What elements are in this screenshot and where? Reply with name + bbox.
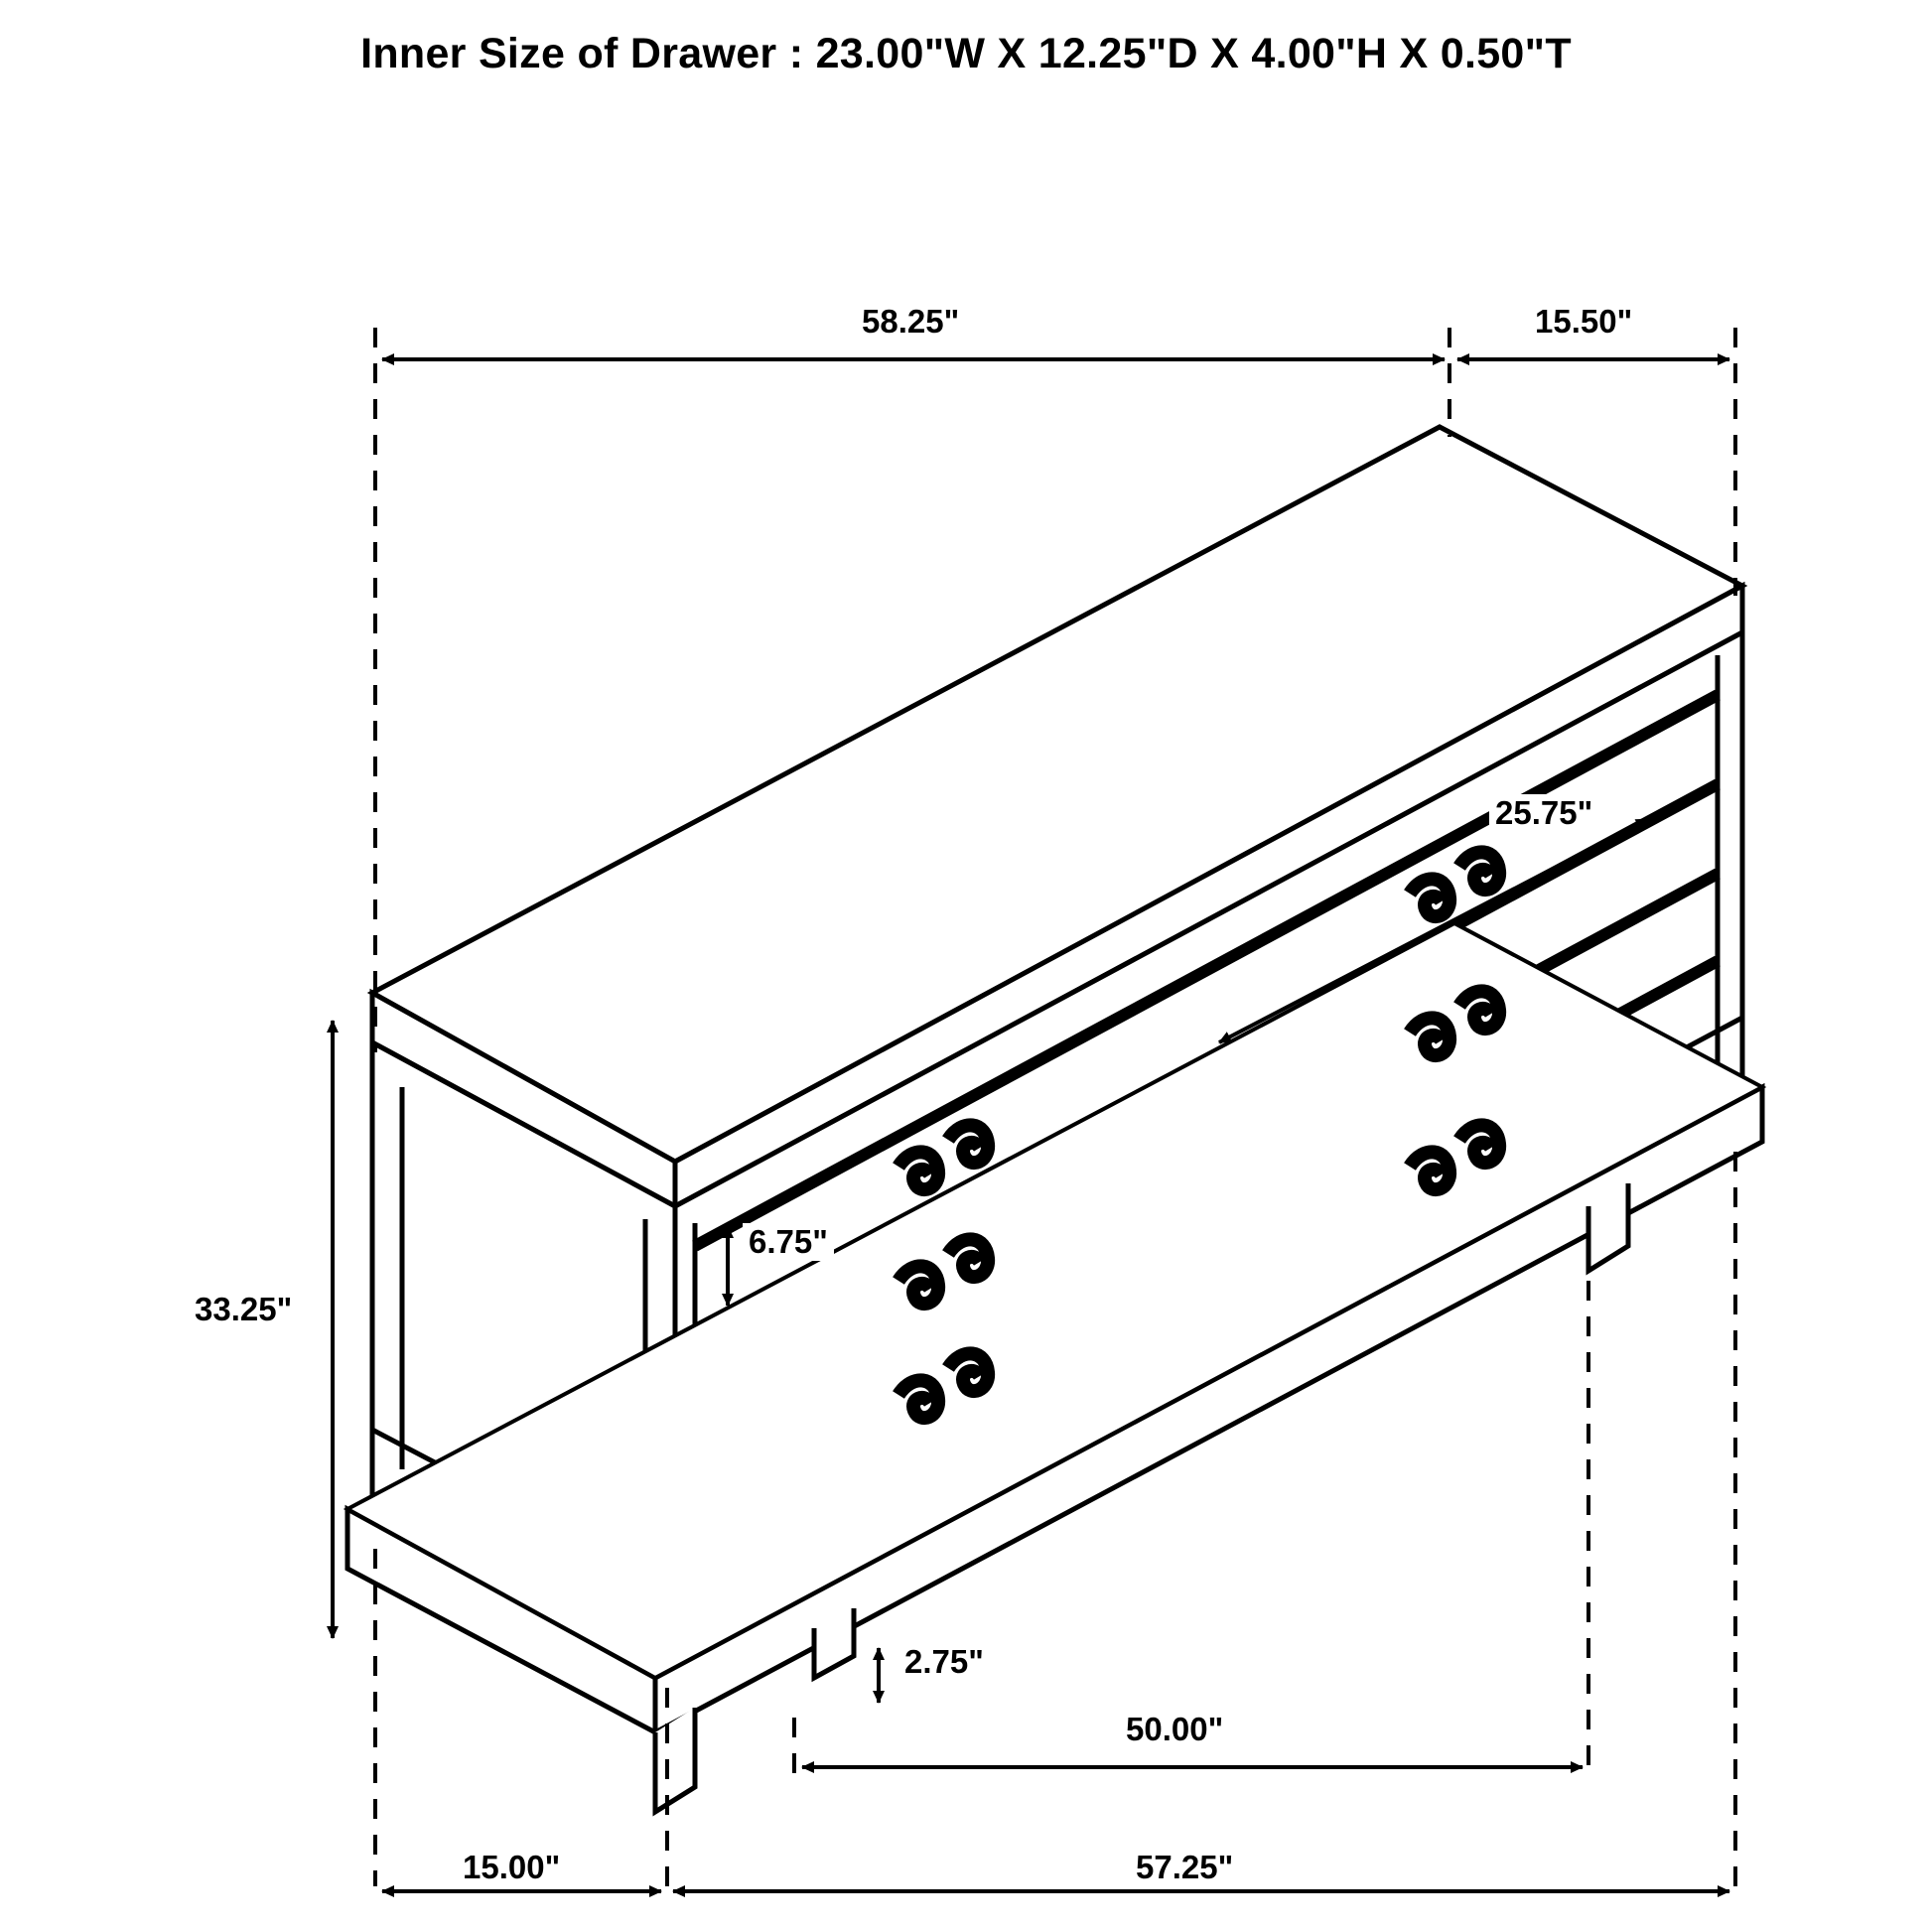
dim-top-width: 58.25" — [856, 303, 965, 341]
dresser-body — [347, 427, 1762, 1812]
dim-overall-width: 57.25" — [1130, 1849, 1239, 1886]
page-title: Inner Size of Drawer : 23.00"W X 12.25"D X 4.00"H X 0.50"T — [360, 30, 1572, 77]
dim-inner-width: 50.00" — [1120, 1711, 1229, 1748]
dim-top-depth: 15.50" — [1529, 303, 1638, 341]
dim-foot-height: 2.75" — [898, 1643, 990, 1681]
dim-base-depth: 15.00" — [457, 1849, 566, 1886]
dim-total-height: 33.25" — [189, 1291, 298, 1328]
dim-side-diagonal: 25.75" — [1489, 794, 1598, 832]
dim-drawer-height: 6.75" — [743, 1223, 834, 1261]
